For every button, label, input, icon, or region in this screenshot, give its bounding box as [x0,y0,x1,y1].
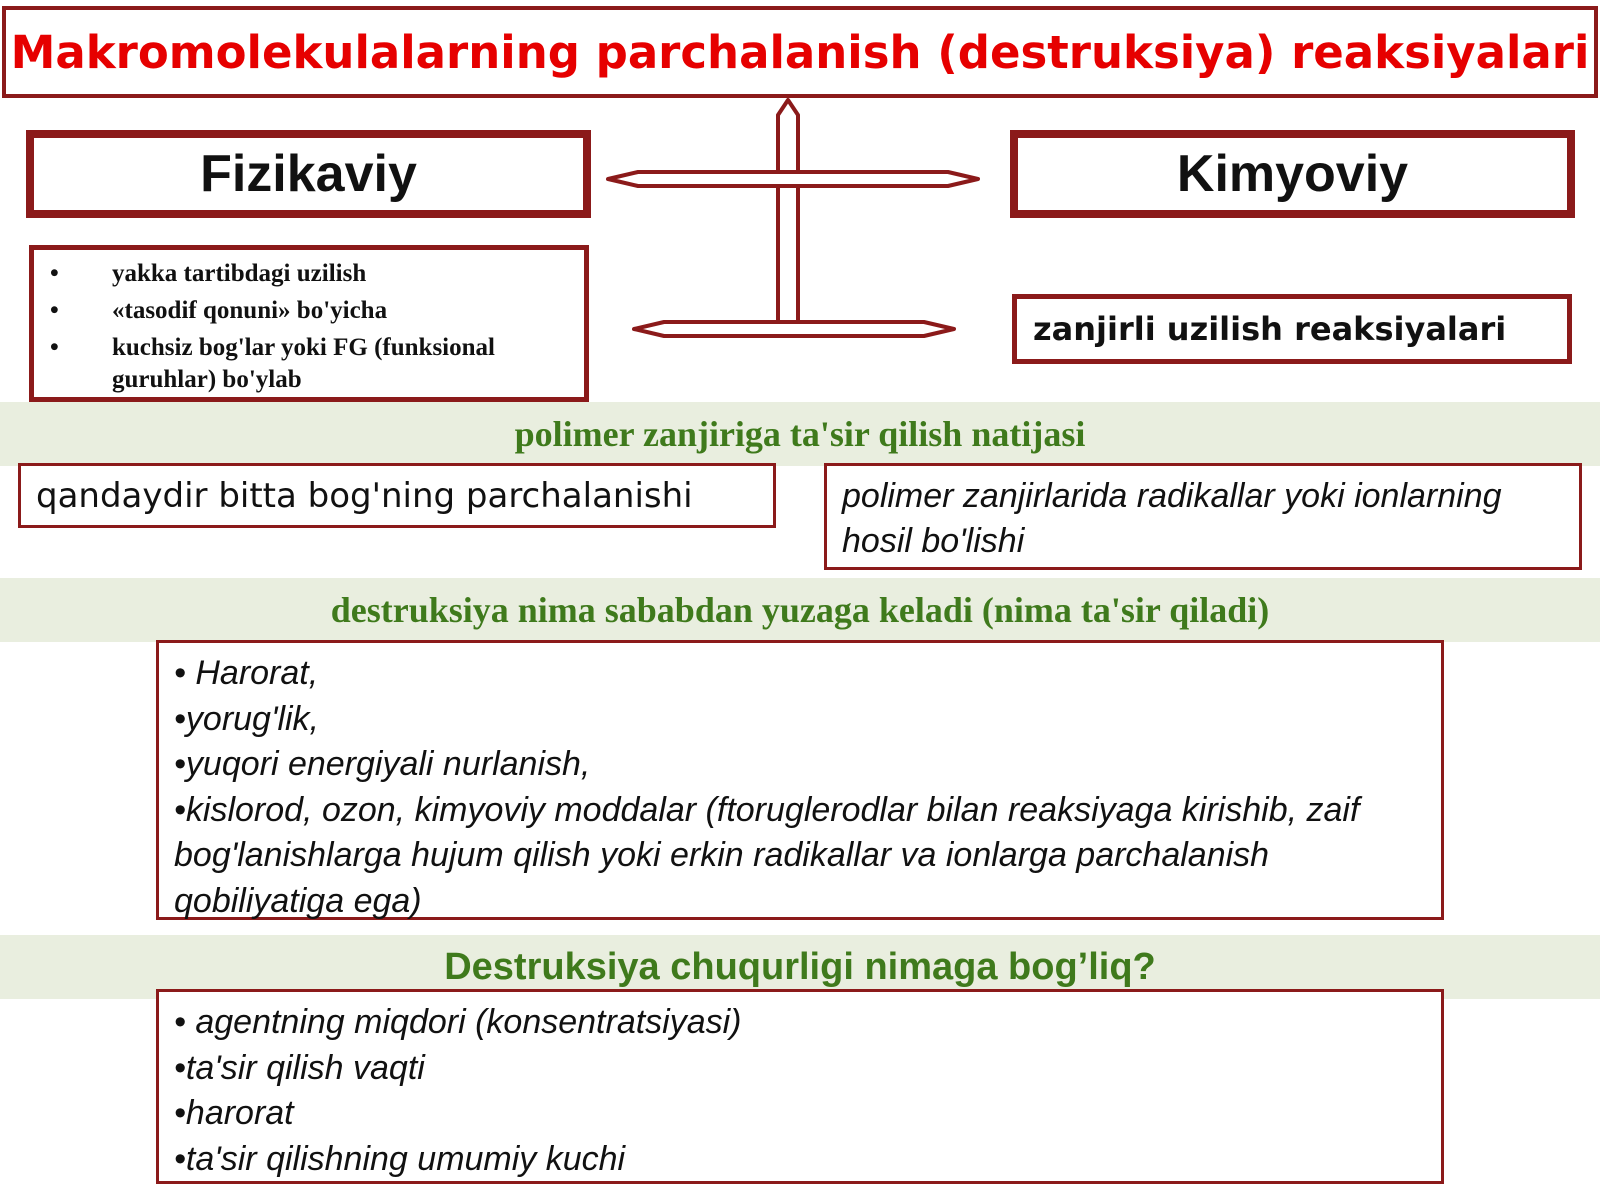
section2-band [0,578,1600,642]
result-left-text: qandaydir bitta bog'ning parchalanishi [36,476,693,516]
list-item: •kislorod, ozon, kimyoviy moddalar (ftoruglerodlar bilan reaksiyaga kirishib, zaif bog'lanishlarga hujum qilish yoki erkin radikallar va ionlarga parchalanish qobiliyatiga ega) [174,790,1360,920]
list-item: •yorug'lik, [174,699,319,738]
section2-heading: destruksiya nima sababdan yuzaga keladi (nima ta'sir qiladi) [330,590,1270,630]
section3-heading: Destruksiya chuqurligi nimaga bog’liq? [444,945,1156,988]
vertical-connector [778,100,798,328]
section1-band [0,402,1600,466]
bullet: • [50,260,59,287]
result-right-box [824,463,1582,570]
list-item: • yakka tartibdagi uzilish [34,258,574,290]
list-item: •ta'sir qilishning umumiy kuchi [174,1139,626,1178]
list-item: • «tasodif qonuni» bo'yicha [34,295,574,327]
result-right-text: polimer zanjirlarida radikallar yoki ionlarning hosil bo'lishi [842,477,1502,560]
chemical-item-label: zanjirli uzilish reaksiyalari [1033,310,1507,348]
causes-box [156,640,1444,920]
physical-list [34,258,574,396]
physical-header [26,130,591,218]
result-left-box [18,463,776,528]
horizontal-connector-bottom [634,322,954,336]
list-item: • kuchsiz bog'lar yoki FG (funksional guruhlar) bo'ylab [50,334,495,393]
list-item: •ta'sir qilish vaqti [174,1048,425,1087]
physical-header-label: Fizikaviy [200,145,417,203]
list-item: • Harorat, [174,654,319,692]
page-title: Makromolekulalarning parchalanish (destruksiya) reaksiyalari [10,25,1590,79]
section1-heading: polimer zanjiriga ta'sir qilish natijasi [514,414,1086,454]
list-item: •yuqori energiyali nurlanish, [174,745,591,783]
chemical-header [1010,130,1575,218]
list-item: • agentning miqdori (konsentratsiyasi) [174,1003,742,1041]
bullet: • [50,297,59,324]
chemical-item-box [1012,294,1572,364]
depth-box [156,989,1444,1184]
horizontal-connector-top [608,172,978,186]
list-item: •harorat [174,1094,294,1132]
physical-list-box [29,245,589,402]
bullet: • [50,334,59,361]
chemical-header-label: Kimyoviy [1176,145,1409,203]
